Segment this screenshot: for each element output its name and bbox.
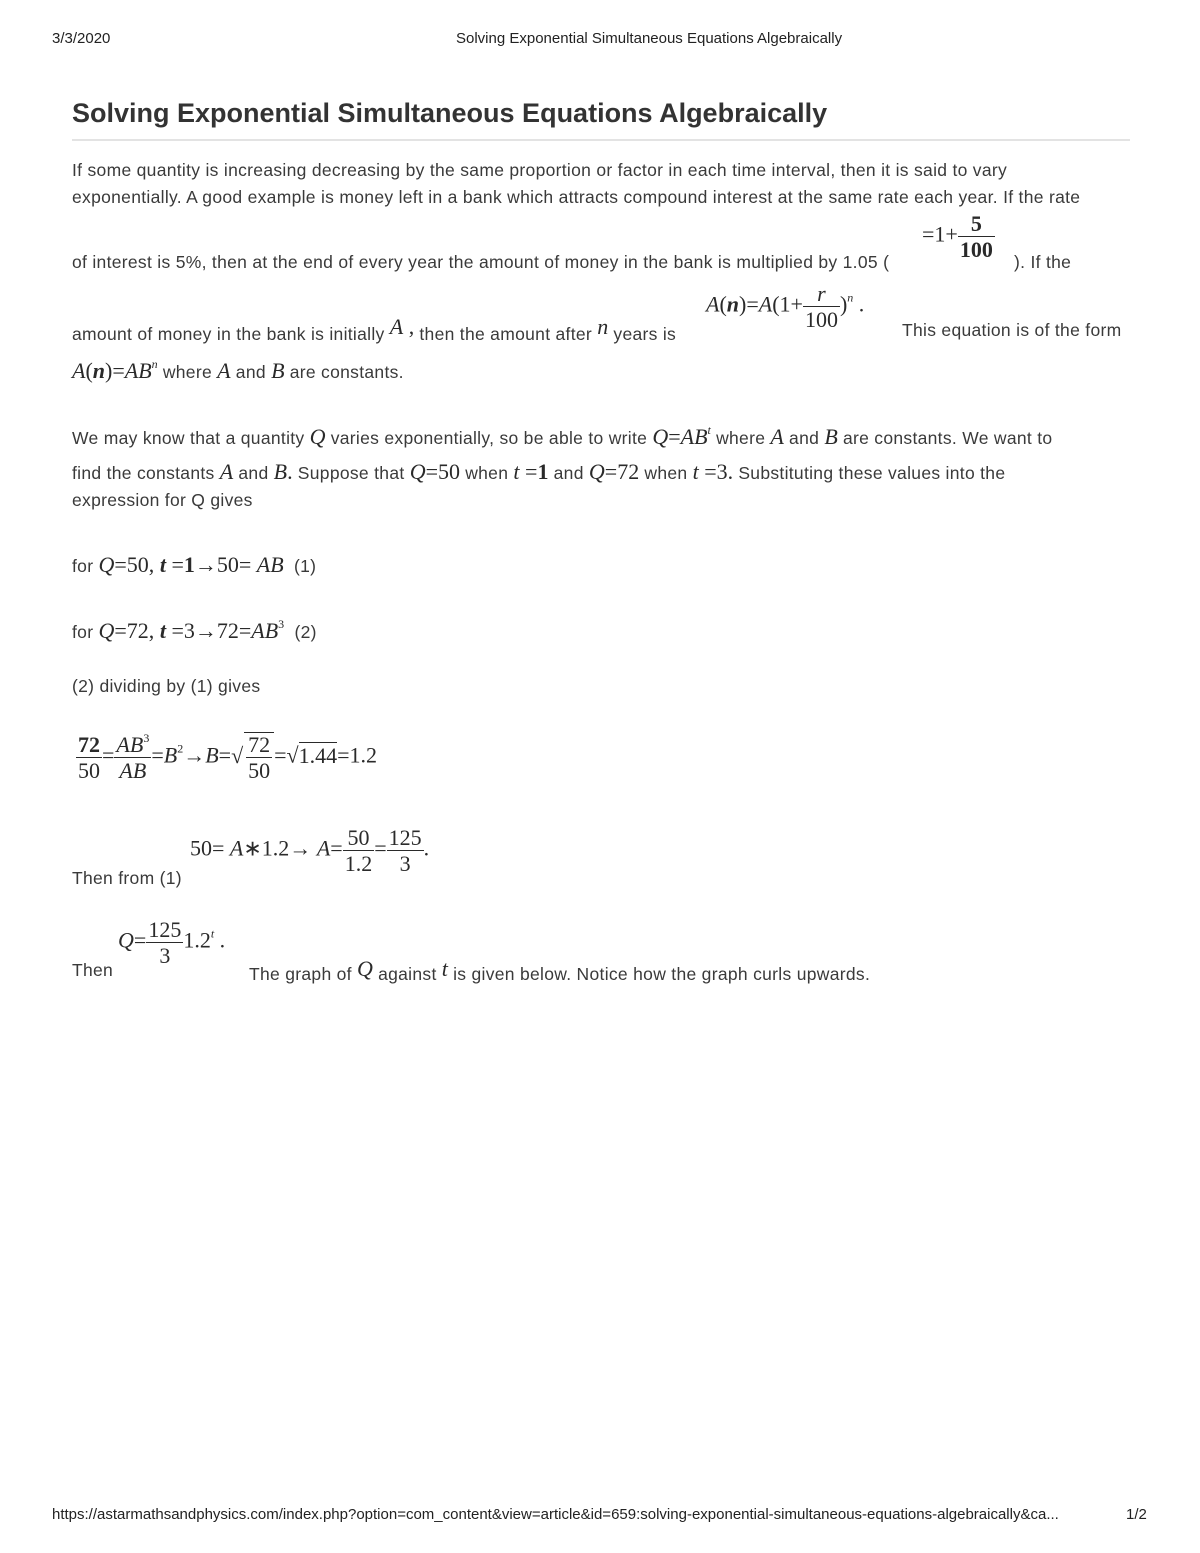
equation-1: Q=50, t =1→50= AB: [98, 552, 284, 577]
equation-compound-interest: A(n)=A(1+ $\frac{r}{100}$ )$^n$ .: [706, 281, 865, 333]
equation-1-row: [72, 552, 316, 578]
p2-line2: [72, 459, 1005, 485]
equation-division: $\frac{72}{50}$ = $\frac{AB^3}{AB}$ $=B^2\to B=√$ $\frac{72}{50}$ =√1.44=1.2: [78, 731, 378, 784]
p1-line5: [72, 358, 404, 384]
var-Q: Q: [357, 956, 373, 981]
p1-line3: [72, 252, 889, 273]
p1-line2: exponentially. A good example is money left in a bank which attracts compound interest at the same rate each year. If the rate: [72, 187, 1081, 207]
p2-text: Suppose that: [297, 463, 405, 483]
p1-line4: [72, 314, 677, 346]
var-B: B: [271, 358, 285, 383]
p1-line5-where: where: [162, 362, 212, 382]
var-B: B.: [273, 459, 293, 484]
equation-q-abt: $Q=AB^t$: [652, 423, 711, 449]
p2-text: are constants. We want to: [842, 428, 1053, 448]
p2-text: and: [789, 428, 820, 448]
equation-final: Q= $\frac{125}{3}$ 1.2$^t$ .: [118, 917, 226, 969]
graph-text-b: against: [378, 964, 437, 984]
then-from-text: Then from (1): [72, 868, 182, 888]
graph-text: [249, 956, 871, 986]
p2-line3: expression for Q gives: [72, 490, 253, 510]
source-url: https://astarmathsandphysics.com/index.php?option=com_content&view=article&id=659:solving-exponential-simultaneous-equations-algebraically&ca...: [52, 1506, 1059, 1523]
var-Q: Q: [309, 424, 326, 449]
p1-line3-after: ). If the: [1014, 252, 1072, 272]
p2-text: and: [553, 463, 584, 483]
equation-2-row: [72, 618, 317, 644]
equation-t3: t =3.: [692, 459, 734, 484]
eq1-prefix: for: [72, 556, 94, 576]
p2-text: Substituting these values into the: [738, 463, 1006, 483]
p2-text: find the constants: [72, 463, 215, 483]
p1-line1: If some quantity is increasing decreasing by the same proportion or factor in each time interval, then it is said to vary: [72, 160, 1008, 180]
equation-q72: Q=72: [588, 459, 640, 484]
p1-line3-text: of interest is 5%, then at the end of every year the amount of money in the bank is multiplied by 1.05 (: [72, 252, 890, 272]
var-A: A: [217, 358, 231, 383]
p1-line5-end: are constants.: [289, 362, 404, 382]
p2-text: when: [465, 463, 509, 483]
graph-text-a: The graph of: [249, 964, 352, 984]
equation-q50: Q=50: [409, 459, 461, 484]
var-t: t: [441, 956, 448, 981]
page-title: Solving Exponential Simultaneous Equations Algebraically: [72, 98, 1130, 141]
var-A: A: [219, 459, 234, 484]
print-date: 3/3/2020: [52, 30, 111, 47]
equation-form: $A(n)=AB^n$: [72, 357, 158, 383]
p2-text: and: [238, 463, 269, 483]
p1-line4-mid2: years is: [613, 324, 677, 344]
p1-line5-and: and: [235, 362, 266, 382]
equation-a-value: 50= A∗1.2→ A= $\frac{50}{1.2}$ = $\frac{125}{3}$ .: [190, 825, 430, 877]
graph-text-c: is given below. Notice how the graph curls upwards.: [453, 964, 871, 984]
eq2-label: (2): [294, 622, 317, 642]
p2-text: We may know that a quantity: [72, 428, 305, 448]
eq1-label: (1): [294, 556, 317, 576]
p1-line4-mid: then the amount after: [419, 324, 593, 344]
var-B: B: [824, 424, 838, 449]
equation-t1: t =1: [513, 459, 549, 484]
var-A: A ,: [389, 314, 415, 339]
p2-text: when: [644, 463, 688, 483]
p2-text: where: [716, 428, 766, 448]
var-n: n: [597, 314, 609, 339]
p1-line4-text: amount of money in the bank is initially: [72, 324, 385, 344]
p2-line1: [72, 424, 1052, 450]
equation-2: Q=72, $t =3\to 72=AB^3$: [98, 617, 285, 643]
equation-growth-factor: =1+ $\frac{5}{100}$: [922, 211, 993, 263]
eq2-prefix: for: [72, 622, 94, 642]
page-number: 1/2: [1126, 1506, 1147, 1523]
var-A: A: [770, 424, 784, 449]
p1-line4-end: This equation is of the form: [902, 320, 1122, 340]
then-text: Then: [72, 960, 114, 980]
divide-text: (2) dividing by (1) gives: [72, 676, 261, 696]
p2-text: varies exponentially, so be able to write: [330, 428, 648, 448]
print-page-title: Solving Exponential Simultaneous Equations Algebraically: [456, 30, 843, 47]
